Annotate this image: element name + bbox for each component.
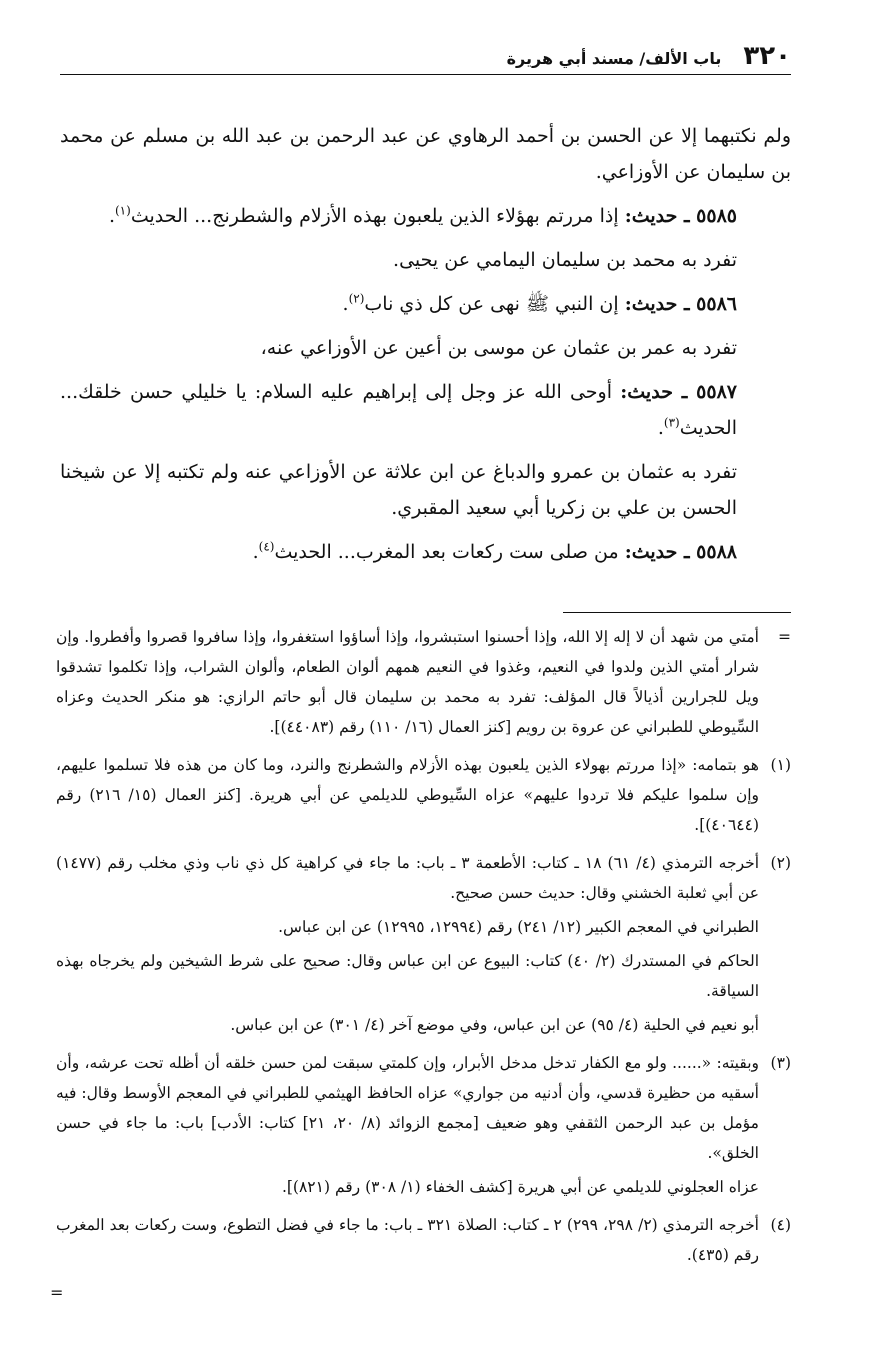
hadith-5588: ٥٥٨٨ ـ حديث: من صلى ست ركعات بعد المغرب... الحديث$^{(٤)}$. bbox=[252, 539, 737, 563]
hadith-text: أوحى الله عز وجل إلى إبراهيم عليه السلام: يا خليلي حسن خلقك... الحديث bbox=[60, 381, 737, 439]
footnote-text: أخرجه الترمذي (٢/ ٢٩٨، ٢٩٩) ٢ ـ كتاب: الصلاة ٣٢١ ـ باب: ما جاء في فضل التطوع، وست ركعات بعد المغرب رقم (٤٣٥). bbox=[56, 1216, 759, 1264]
hadith-5587-note: تفرد به عثمان بن عمرو والدباغ عن ابن علاثة عن الأوزاعي عنه ولم تكتبه إلا عن شيخنا الحسن بن علي بن زكريا أبي سعيد المقبري. bbox=[60, 461, 737, 519]
hadith-5585: ٥٥٨٥ ـ حديث: إذا مررتم بهؤلاء الذين يلعبون بهذه الأزلام والشطرنج... الحديث$^{(١)}$. bbox=[108, 203, 737, 227]
footnote-text: الطبراني في المعجم الكبير (١٢/ ٢٤١) رقم (١٢٩٩٤، ١٢٩٩٥) عن ابن عباس. bbox=[278, 918, 759, 936]
hadith-number: ٥٥٨٥ ـ حديث: bbox=[624, 205, 737, 227]
footnote-4 bbox=[56, 1210, 791, 1274]
footnote-text: أبو نعيم في الحلية (٤/ ٩٥) عن ابن عباس، وفي موضع آخر (٤/ ٣٠١) عن ابن عباس. bbox=[230, 1016, 759, 1034]
footnote-2 bbox=[56, 848, 791, 1044]
main-text bbox=[60, 118, 791, 578]
footnote-mark: = bbox=[778, 628, 791, 646]
hadith-number: ٥٥٨٨ ـ حديث: bbox=[624, 541, 737, 563]
footnote-ref[interactable]: (٤) bbox=[258, 539, 275, 554]
footnote-text: أمتي من شهد أن لا إله إلا الله، وإذا أحسنوا استبشروا، وإذا أساؤوا استغفروا، وإذا سافروا قصروا وأفطروا. وإن شرار أمتي الذين ولدوا في النعيم، وغذوا في النعيم همهم ألوان الطعام، وألوان الشراب، وإذا تكلموا تشدقوا ويل للجرارين أذيالاً قال المؤلف: تفرد به محمد بن سليمان قال أبو حاتم الرازي: هو منكر الحديث وعزاه السِّيوطي للطبراني عن عروة بن رويم [كنز العمال (١٦/ ١١٠) رقم (٤٤٠٨٣)]. bbox=[56, 628, 759, 736]
footnote-mark: (٣) bbox=[770, 1054, 791, 1072]
footnote-text: عزاه العجلوني للديلمي عن أبي هريرة [كشف الخفاء (١/ ٣٠٨) رقم (٨٢١)]. bbox=[281, 1178, 759, 1196]
hadith-text: إذا مررتم بهؤلاء الذين يلعبون بهذه الأزلام والشطرنج... الحديث bbox=[130, 205, 619, 227]
footnote-mark: (٤) bbox=[770, 1216, 791, 1234]
hadith-text: من صلى ست ركعات بعد المغرب... الحديث bbox=[274, 541, 619, 563]
chapter-title: باب الألف/ مسند أبي هريرة bbox=[506, 49, 722, 68]
hadith-number: ٥٥٨٦ ـ حديث: bbox=[624, 293, 737, 315]
footnote-mark: (١) bbox=[770, 756, 791, 774]
footnote-text: أخرجه الترمذي (٤/ ٦١) ١٨ ـ كتاب: الأطعمة ٣ ـ باب: ما جاء في كراهية كل ذي ناب وذي مخلب رقم (١٤٧٧) عن أبي ثعلبة الخشني وقال: حديث حسن صحيح. bbox=[56, 854, 760, 902]
footnote-ref[interactable]: (١) bbox=[114, 203, 131, 218]
footnote-continued bbox=[56, 622, 791, 746]
hadith-5586: ٥٥٨٦ ـ حديث: إن النبي ﷺ نهى عن كل ذي ناب$^{(٢)}$. bbox=[342, 291, 737, 315]
page-number: ٣٢٠ bbox=[743, 41, 791, 71]
footnote-ref[interactable]: (٣) bbox=[663, 415, 680, 430]
hadith-number: ٥٥٨٧ ـ حديث: bbox=[620, 381, 737, 403]
paragraph-intro: ولم نكتبهما إلا عن الحسن بن أحمد الرهاوي عن عبد الرحمن بن عبد الله بن مسلم عن محمد بن سليمان عن الأوزاعي. bbox=[60, 125, 791, 183]
footnote-text: وبقيته: «...... ولو مع الكفار تدخل مدخل الأبرار، وإن كلمتي سبقت لمن حسن خلقه أن أظله تحت عرشه، وأن أسقيه من حظيرة قدسي، وأن أدنيه من جواري» عزاه الحافظ الهيثمي للطبراني في المعجم الأوسط وقال: فيه مؤمل بن عبد الرحمن الثقفي وهو ضعيف [مجمع الزوائد (٨/ ٢٠، ٢١] كتاب: الأدب] باب: ما جاء في حسن الخلق». bbox=[56, 1054, 759, 1162]
footnote-text: الحاكم في المستدرك (٢/ ٤٠) كتاب: البيوع عن ابن عباس وقال: صحيح على شرط الشيخين ولم يخرجاه بهذه السياقة. bbox=[56, 952, 760, 1000]
hadith-5585-note: تفرد به محمد بن سليمان اليمامي عن يحيى. bbox=[393, 249, 737, 271]
footnote-separator bbox=[563, 612, 791, 613]
continuation-mark: = bbox=[50, 1283, 64, 1302]
hadith-text: إن النبي ﷺ نهى عن كل ذي ناب bbox=[364, 293, 619, 315]
footnote-ref[interactable]: (٢) bbox=[348, 291, 365, 306]
footnote-3 bbox=[56, 1048, 791, 1206]
footnotes bbox=[56, 622, 791, 1278]
footnote-mark: (٢) bbox=[770, 854, 791, 872]
hadith-5586-note: تفرد به عمر بن عثمان عن موسى بن أعين عن الأوزاعي عنه، bbox=[260, 337, 737, 359]
running-header bbox=[60, 34, 791, 75]
hadith-5587: ٥٥٨٧ ـ حديث: أوحى الله عز وجل إلى إبراهيم عليه السلام: يا خليلي حسن خلقك... الحديث$^{(٣)}$. bbox=[60, 381, 737, 439]
footnote-text: هو بتمامه: «إذا مررتم بهولاء الذين يلعبون بهذه الأزلام والشطرنج والنرد، وما كان من هذه فلا تسلموا عليهم، وإن سلموا عليكم فلا تردوا عليهم» عزاه السِّيوطي للديلمي عن أبي هريرة. [كنز العمال (١٥/ ٢١٦) رقم (٤٠٦٤٤)]. bbox=[56, 756, 760, 834]
footnote-1 bbox=[56, 750, 791, 844]
